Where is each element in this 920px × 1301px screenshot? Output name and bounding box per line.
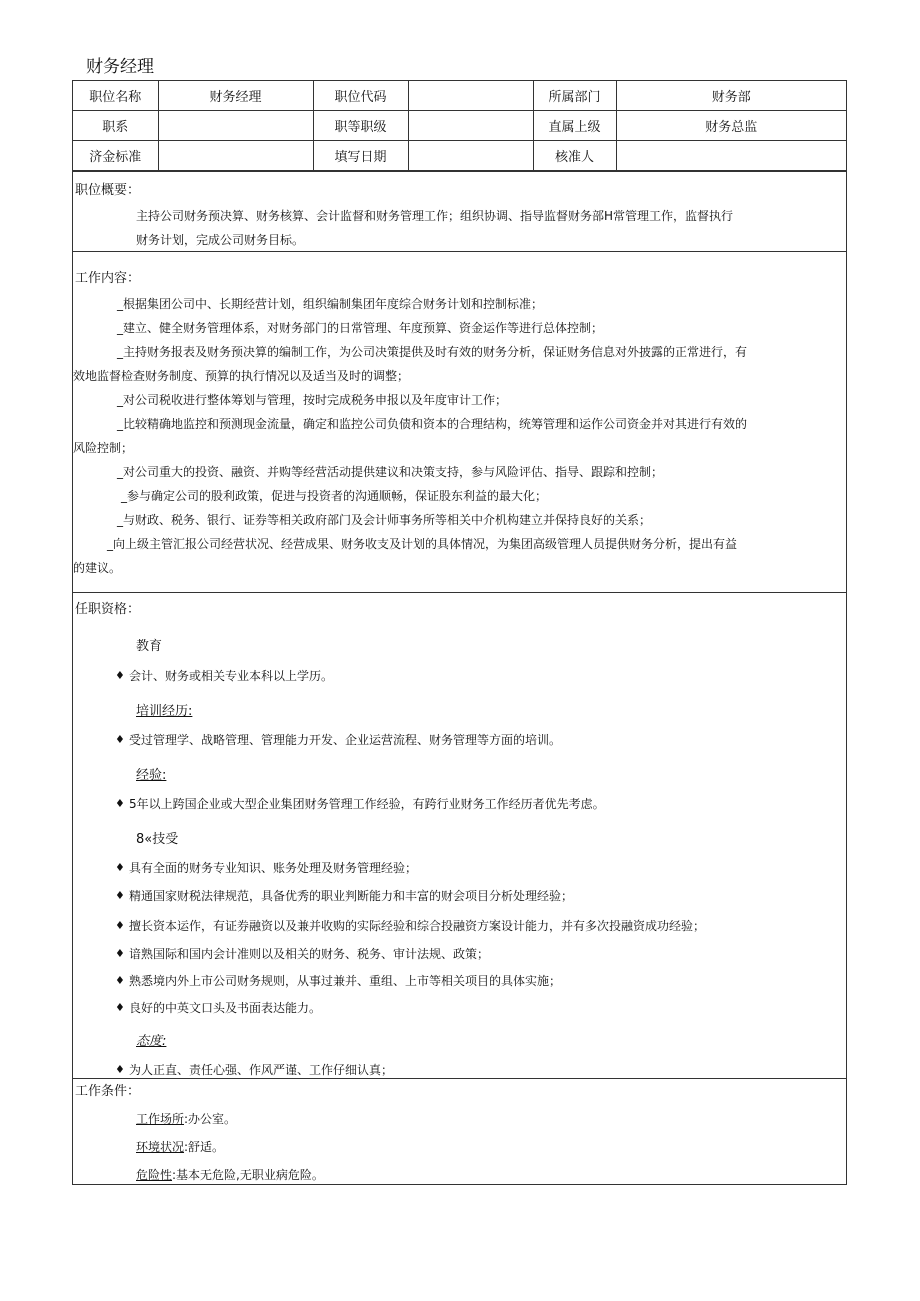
work-item: _向上级主管汇报公司经营状况、经营成果、财务收支及计划的具体情况，为集团高级管理人员提供财务分析，提出有益 [107,537,738,551]
skill-item [73,944,846,964]
attitude-text: 为人正直、责任心强、作风严谨、工作仔细认真； [129,1063,394,1077]
label-department: 所属部门 [533,81,616,111]
value-approver [616,141,846,171]
training-text: 受过管理学、战略管理、管理能力开发、企业运营流程、财务管理等方面的培训。 [129,733,562,747]
bullet-diamond-icon: ♦ [115,974,125,987]
label-approver: 核准人 [533,141,616,171]
info-row-3 [73,141,846,171]
label-grade: 职等职级 [313,111,408,141]
work-item: _对公司税收进行整体筹划与管理，按时完成税务申报以及年度审计工作； [117,393,508,407]
skill-item [73,916,846,936]
overview-heading: 职位概要： [75,183,141,198]
attitude-heading: 态度: [136,1034,167,1049]
attitude-item [73,1060,846,1078]
job-description-form [72,80,847,1185]
work-item-continuation: 的建议。 [73,561,122,575]
education-text: 会计、财务或相关专业本科以上学历。 [129,669,334,683]
skill-text: 熟悉境内外上市公司财务规则，从事过兼并、重组、上市等相关项目的具体实施； [129,974,562,988]
value-department: 财务部 [616,81,846,111]
training-heading: 培训经历: [136,704,193,719]
value-supervisor: 财务总监 [616,111,846,141]
work-conditions-section [73,1078,846,1188]
document-title: 财务经理 [86,57,154,77]
value-salary-standard [158,141,313,171]
bullet-diamond-icon: ♦ [115,861,125,874]
work-item: _与财政、税务、银行、证券等相关政府部门及会计师事务所等相关中介机构建立并保持良好的关系； [117,513,652,527]
overview-line-2: 财务计划，完成公司财务目标。 [136,233,305,247]
label-supervisor: 直属上级 [533,111,616,141]
skill-text: 精通国家财税法律规范，具备优秀的职业判断能力和丰富的财会项目分析处理经验； [129,889,574,903]
label-position-name: 职位名称 [73,81,158,111]
experience-item [73,794,846,814]
risk-value: :基本无危险,无职业病危险。 [172,1168,324,1182]
place-value: :办公室。 [184,1112,237,1126]
condition-risk [73,1163,846,1187]
place-label: 工作场所 [136,1112,185,1126]
skill-text: 谙熟国际和国内会计准则以及相关的财务、税务、审计法规、政策； [129,947,490,961]
skill-text: 擅长资本运作，有证券融资以及兼并收购的实际经验和综合投融资方案设计能力，并有多次投融资成功经验； [129,919,706,933]
label-job-series: 职系 [73,111,158,141]
skill-item [73,858,846,878]
environment-value: :舒适。 [184,1140,225,1154]
info-row-2 [73,111,846,141]
value-position-code [408,81,533,111]
skill-text: 良好的中英文口头及书面表达能力。 [129,1001,322,1015]
work-item-continuation: 效地监督检查财务制度、预算的执行情况以及适当及时的调整； [73,369,410,383]
value-position-name: 财务经理 [158,81,313,111]
work-conditions-heading: 工作条件： [75,1084,141,1099]
experience-heading: 经验: [136,768,167,783]
bullet-diamond-icon: ♦ [115,797,125,810]
experience-text: 5年以上跨国企业或大型企业集团财务管理工作经验，有跨行业财务工作经历者优先考虑。 [129,797,605,811]
bullet-diamond-icon: ♦ [115,733,125,746]
qualifications-section [73,592,846,1078]
value-job-series [158,111,313,141]
work-item: _参与确定公司的股利政策，促进与投资者的沟通顺畅，保证股东利益的最大化； [121,489,548,503]
work-item: _主持财务报表及财务预决算的编制工作，为公司决策提供及时有效的财务分析，保证财务信息对外披露的正常进行，有 [117,345,748,359]
education-heading: 教育 [136,639,163,654]
bullet-diamond-icon: ♦ [115,889,125,902]
risk-label: 危险性 [136,1168,173,1182]
value-grade [408,111,533,141]
work-item-continuation: 风险控制； [73,441,134,455]
bullet-diamond-icon: ♦ [115,1001,125,1014]
overview-section [73,171,846,251]
skill-item [73,886,846,906]
work-content-heading: 工作内容： [75,271,141,286]
info-row-1 [73,81,846,111]
training-item [73,730,846,750]
work-item: _对公司重大的投资、融资、并购等经营活动提供建议和决策支持，参与风险评估、指导、跟踪和控制； [117,465,664,479]
bullet-diamond-icon: ♦ [115,669,125,682]
qualifications-heading: 任职资格： [75,602,141,617]
work-item: _建立、健全财务管理体系，对财务部门的日常管理、年度预算、资金运作等进行总体控制； [117,321,604,335]
condition-place [73,1107,846,1131]
info-table [73,81,846,171]
work-content-section [73,251,846,592]
label-salary-standard: 济金标准 [73,141,158,171]
work-item: _比较精确地监控和预测现金流量，确定和监控公司负债和资本的合理结构，统筹管理和运作公司资金并对其进行有效的 [117,417,748,431]
label-position-code: 职位代码 [313,81,408,111]
skills-heading: 8«技受 [136,832,179,847]
bullet-diamond-icon: ♦ [115,919,125,932]
environment-label: 环境状况 [136,1140,185,1154]
work-item: _根据集团公司中、长期经营计划，组织编制集团年度综合财务计划和控制标准； [117,297,544,311]
label-fill-date: 填写日期 [313,141,408,171]
bullet-diamond-icon: ♦ [115,947,125,960]
condition-environment [73,1135,846,1159]
skill-item [73,998,846,1018]
overview-line-1: 主持公司财务预决算、财务核算、会计监督和财务管理工作；组织协调、指导监督财务部H常管理工作，监督执行 [136,209,734,223]
bullet-diamond-icon: ♦ [115,1063,125,1076]
skill-item [73,971,846,991]
education-item [73,666,846,686]
skill-text: 具有全面的财务专业知识、账务处理及财务管理经验； [129,861,418,875]
value-fill-date [408,141,533,171]
